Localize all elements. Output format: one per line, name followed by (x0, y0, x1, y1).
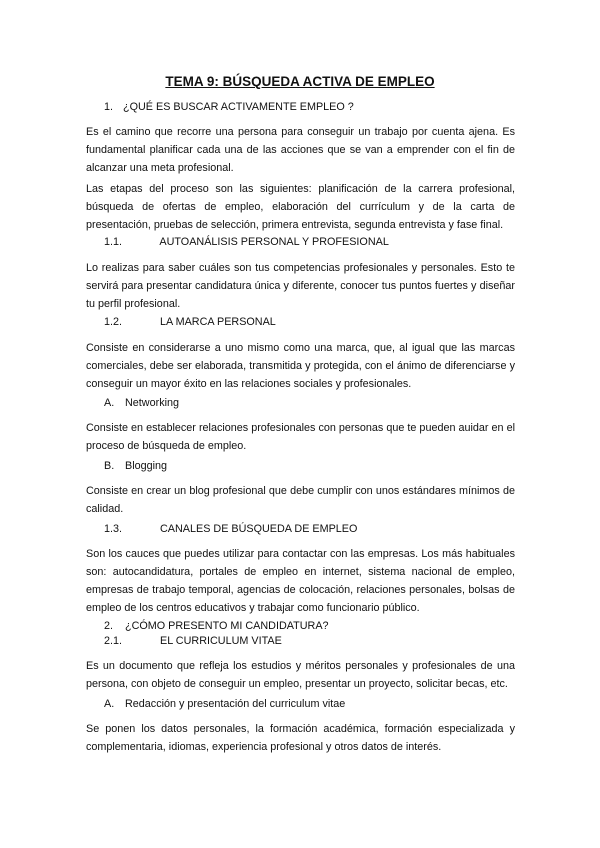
heading-number: B. (104, 460, 115, 472)
paragraph-stages: Las etapas del proceso son las siguientes: planificación de la carrera profesional, búsqueda de ofertas de empleo, elaboración del currículum y de la carta de presentación, pruebas de selección, primera entrevista, segunda entrevista y fase final. (86, 183, 515, 231)
paragraph-blogging: Consiste en crear un blog profesional que debe cumplir con unos estándares mínimos de calidad. (86, 485, 515, 515)
document-title: TEMA 9: BÚSQUEDA ACTIVA DE EMPLEO (165, 74, 435, 89)
heading-number: 1. (104, 101, 114, 113)
paragraph-self-analysis: Lo realizas para saber cuáles son tus competencias profesionales y personales. Esto te servirá para presentar candidatura única y diferente, conocer tus puntos fuertes y diseñar tu perfil profesional. (86, 262, 515, 310)
heading-number: 2. (104, 620, 114, 632)
heading-1-3 (104, 523, 357, 536)
paragraph-cv-content: Se ponen los datos personales, la formación académica, formación especializada y complementaria, idiomas, experiencia profesional y otros datos de interés. (86, 723, 515, 753)
heading-text: ¿QUÉ ES BUSCAR ACTIVAMENTE EMPLEO ? (123, 101, 354, 113)
heading-number: 1.3. (104, 523, 123, 535)
paragraph-channels: Son los cauces que puedes utilizar para contactar con las empresas. Los más habituales son: autocandidatura, portales de empleo en internet, sistema nacional de empleo, empresas de trabajo temporal, agencias de colocación, relaciones personales, bolsas de empleo de los centros educativos y trabajar como funcionario público. (86, 548, 515, 614)
heading-number: 2.1. (104, 635, 123, 647)
heading-text: Blogging (125, 460, 168, 472)
heading-a-networking (104, 397, 179, 410)
heading-number: A. (104, 698, 115, 710)
heading-1 (104, 101, 354, 114)
paragraph-definition: Es el camino que recorre una persona para conseguir un trabajo por cuenta ajena. Es fundamental planificar cada una de las acciones que se van a emprender con el fin de alcanzar una meta profesional. (86, 126, 515, 174)
heading-number: 1.2. (104, 316, 123, 328)
paragraph-networking: Consiste en establecer relaciones profesionales con personas que te pueden auidar en el proceso de búsqueda de empleo. (86, 422, 515, 452)
heading-1-2 (104, 316, 276, 329)
heading-text: CANALES DE BÚSQUEDA DE EMPLEO (160, 523, 358, 535)
heading-text: EL CURRICULUM VITAE (160, 635, 282, 647)
heading-text: ¿CÓMO PRESENTO MI CANDIDATURA? (125, 620, 329, 632)
heading-text: Redacción y presentación del curriculum vitae (125, 698, 346, 710)
heading-number: 1.1. (104, 236, 123, 248)
heading-a-cv-writing (104, 698, 345, 711)
heading-text: AUTOANÁLISIS PERSONAL Y PROFESIONAL (159, 236, 389, 248)
paragraph-cv-definition: Es un documento que refleja los estudios y méritos personales y profesionales de una persona, con objeto de conseguir un empleo, presentar un proyecto, solicitar becas, etc. (86, 660, 515, 690)
heading-text: Networking (125, 397, 180, 409)
heading-2 (104, 620, 329, 633)
heading-1-1 (104, 236, 389, 249)
heading-b-blogging (104, 460, 167, 473)
paragraph-personal-brand: Consiste en considerarse a uno mismo como una marca, que, al igual que las marcas comerciales, debe ser elaborada, transmitida y protegida, con el ánimo de diferenciarse y conseguir un mayor éxito en las relaciones sociales y profesionales. (86, 342, 515, 390)
heading-2-1 (104, 635, 282, 648)
heading-text: LA MARCA PERSONAL (160, 316, 276, 328)
heading-number: A. (104, 397, 115, 409)
